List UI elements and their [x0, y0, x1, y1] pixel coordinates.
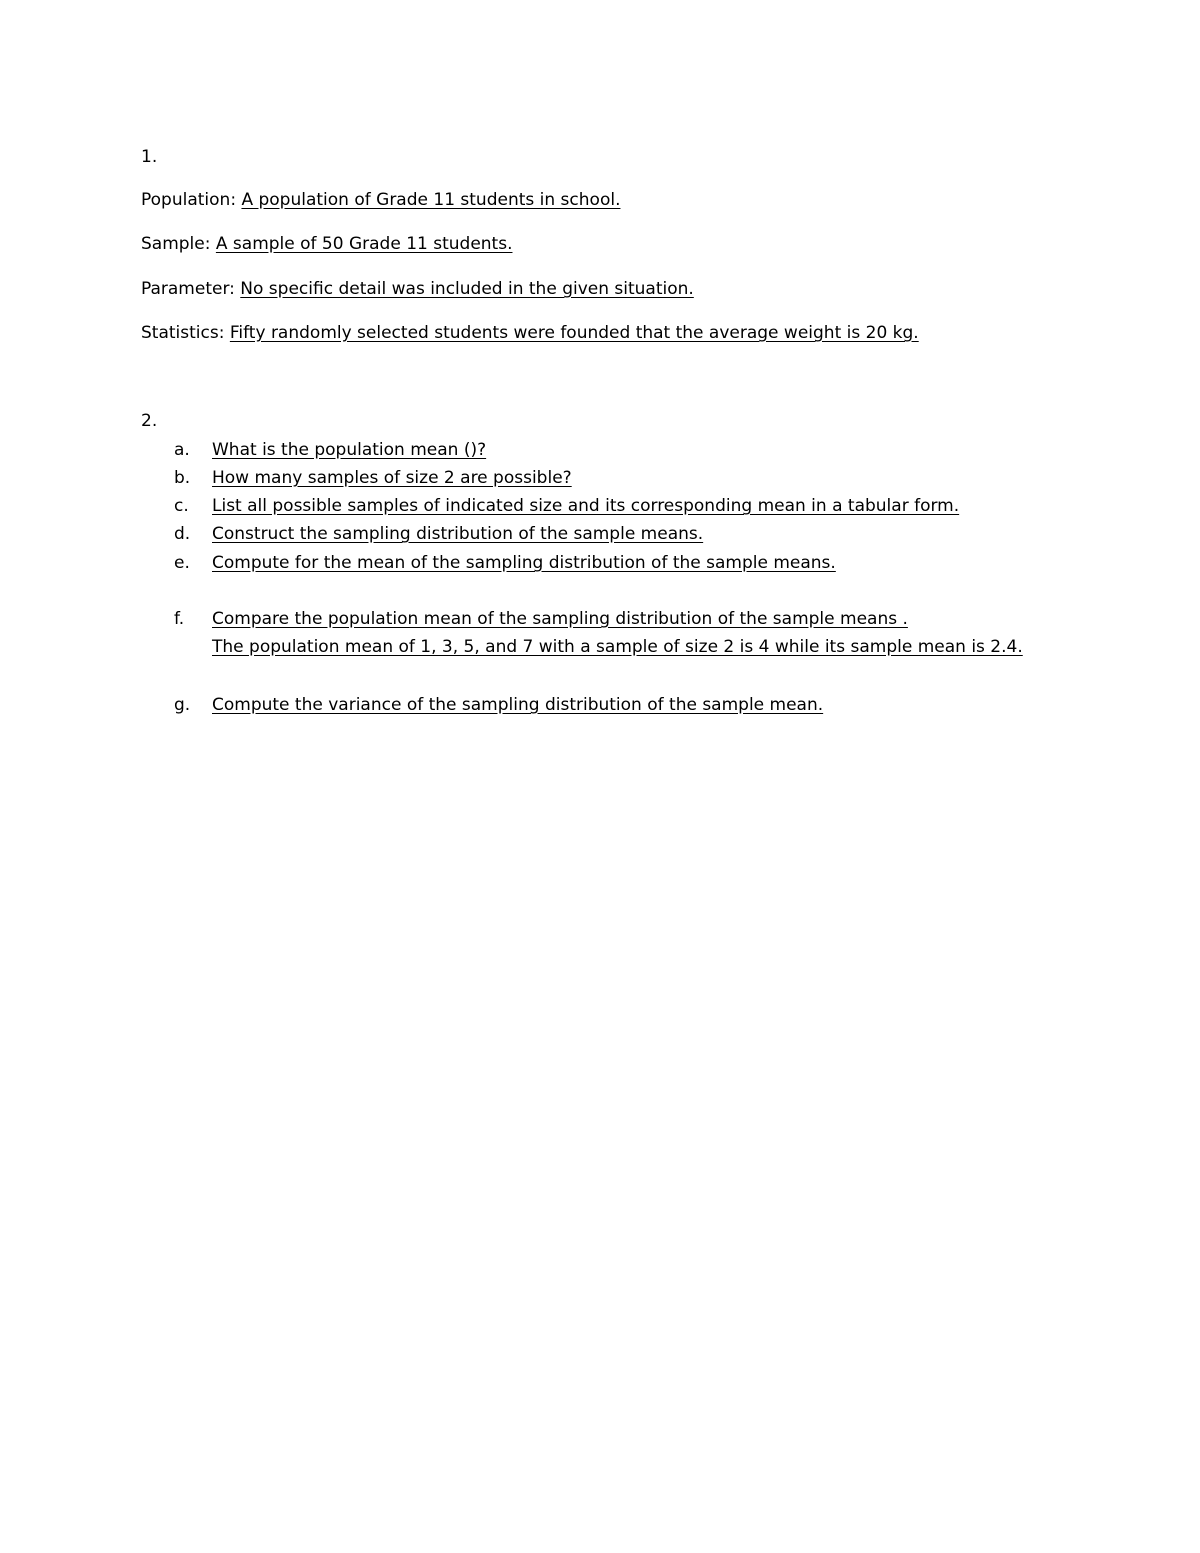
list-item-text: How many samples of size 2 are possible? [212, 468, 572, 488]
list-marker: g. [174, 695, 191, 715]
list-item-f-answer [212, 636, 1023, 658]
statistics-line [141, 322, 919, 344]
list-marker: d. [174, 524, 191, 544]
population-answer: A population of Grade 11 students in school. [241, 190, 621, 210]
parameter-label: Parameter: [141, 279, 235, 299]
sample-answer: A sample of 50 Grade 11 students. [215, 234, 513, 254]
sample-label: Sample: [141, 234, 211, 254]
population-line [141, 189, 620, 211]
parameter-answer: No specific detail was included in the given situation. [240, 279, 694, 299]
list-item-g [174, 694, 823, 716]
list-marker: b. [174, 468, 191, 488]
list-item-text: Compare the population mean of the sampling distribution of the sample means . [212, 609, 908, 629]
list-item-b [174, 467, 572, 489]
statistics-label: Statistics: [141, 323, 225, 343]
list-marker: e. [174, 553, 190, 573]
list-item-text: Compute for the mean of the sampling distribution of the sample means. [212, 553, 836, 573]
list-item-f [174, 608, 908, 630]
list-item-e [174, 552, 836, 574]
list-item-text: What is the population mean ()? [212, 440, 487, 460]
list-item-text: List all possible samples of indicated size and its corresponding mean in a tabular form. [212, 496, 960, 516]
list-marker: a. [174, 440, 190, 460]
list-item-d [174, 523, 703, 545]
list-item-text: Compute the variance of the sampling distribution of the sample mean. [212, 695, 824, 715]
sample-line [141, 233, 512, 255]
list-item-text: Construct the sampling distribution of the sample means. [212, 524, 704, 544]
population-label: Population: [141, 190, 237, 210]
statistics-answer: Fifty randomly selected students were founded that the average weight is 20 kg. [229, 323, 919, 343]
list-marker: f. [174, 609, 185, 629]
question-1-number: 1. [141, 147, 158, 167]
question-2-number: 2. [141, 411, 158, 431]
list-item-answer-text: The population mean of 1, 3, 5, and 7 with a sample of size 2 is 4 while its sample mean is 2.4. [212, 637, 1023, 657]
parameter-line [141, 278, 694, 300]
list-item-c [174, 495, 959, 517]
list-item-a [174, 439, 486, 461]
list-marker: c. [174, 496, 189, 516]
